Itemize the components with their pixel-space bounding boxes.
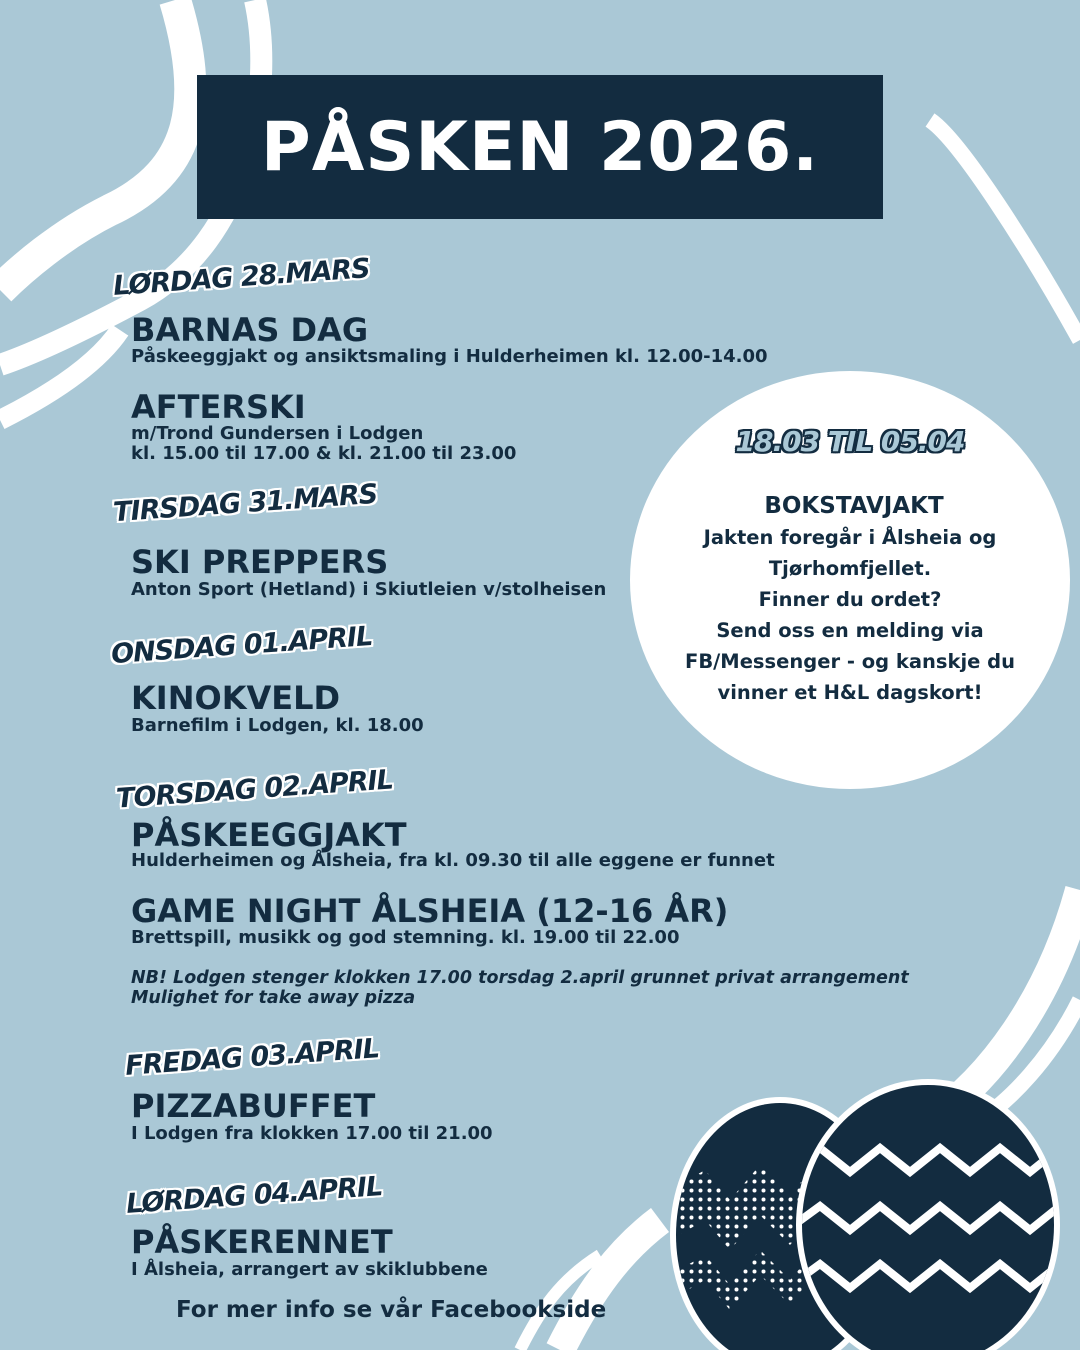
promo-date: 18.03 TIL 05.04: [735, 425, 965, 458]
event-title-paskeeggjakt: PÅSKEEGGJAKT: [131, 816, 407, 854]
notice-line-1: NB! Lodgen stenger klokken 17.00 torsdag 2.april grunnet privat arrangement: [131, 968, 909, 988]
promo-line-2: Tjørhomfjellet.: [768, 557, 932, 580]
promo-line-5: FB/Messenger - og kanskje du: [685, 650, 1015, 673]
easter-eggs-illustration: [660, 1060, 1080, 1350]
event-desc-afterski-2: kl. 15.00 til 17.00 & kl. 21.00 til 23.00: [131, 443, 517, 464]
event-title-kinokveld: KINOKVELD: [131, 679, 341, 717]
event-title-ski-preppers: SKI PREPPERS: [131, 543, 389, 581]
event-title-afterski: AFTERSKI: [131, 388, 306, 426]
event-desc-afterski-1: m/Trond Gundersen i Lodgen: [131, 423, 424, 444]
event-desc-ski-preppers: Anton Sport (Hetland) i Skiutleien v/stolheisen: [131, 579, 607, 600]
promo-line-1: Jakten foregår i Ålsheia og: [703, 526, 997, 549]
promo-heading: BOKSTAVJAKT: [764, 493, 944, 519]
promo-line-6: vinner et H&L dagskort!: [717, 681, 983, 704]
title-banner: [197, 75, 883, 219]
event-desc-paskeeggjakt: Hulderheimen og Ålsheia, fra kl. 09.30 til alle eggene er funnet: [131, 850, 775, 871]
day-label-lordag-04-april: LØRDAG 04.APRIL: [125, 1171, 384, 1220]
footer-info: For mer info se vår Facebookside: [176, 1297, 607, 1323]
day-label-torsdag-02-april: TORSDAG 02.APRIL: [115, 764, 394, 815]
event-desc-paskerennet: I Ålsheia, arrangert av skiklubbene: [131, 1259, 488, 1280]
page-title: PÅSKEN 2026.: [260, 107, 820, 187]
event-desc-barnas-dag: Påskeeggjakt og ansiktsmaling i Hulderheimen kl. 12.00-14.00: [131, 346, 768, 367]
promo-line-3: Finner du ordet?: [758, 588, 942, 611]
day-label-tirsdag-31-mars: TIRSDAG 31.MARS: [112, 478, 379, 529]
event-desc-kinokveld: Barnefilm i Lodgen, kl. 18.00: [131, 715, 424, 736]
day-label-onsdag-01-april: ONSDAG 01.APRIL: [110, 620, 374, 671]
event-title-pizzabuffet: PIZZABUFFET: [131, 1087, 376, 1125]
day-label-lordag-28-mars: LØRDAG 28.MARS: [112, 253, 371, 302]
event-desc-game-night: Brettspill, musikk og god stemning. kl. 19.00 til 22.00: [131, 927, 680, 948]
event-title-paskerennet: PÅSKERENNET: [131, 1223, 393, 1261]
event-desc-pizzabuffet: I Lodgen fra klokken 17.00 til 21.00: [131, 1123, 493, 1144]
notice-line-2: Mulighet for take away pizza: [131, 988, 416, 1008]
event-title-game-night: GAME NIGHT ÅLSHEIA (12-16 ÅR): [131, 892, 729, 930]
event-title-barnas-dag: BARNAS DAG: [131, 311, 369, 349]
day-label-fredag-03-april: FREDAG 03.APRIL: [124, 1033, 380, 1082]
promo-line-4: Send oss en melding via: [716, 619, 984, 642]
